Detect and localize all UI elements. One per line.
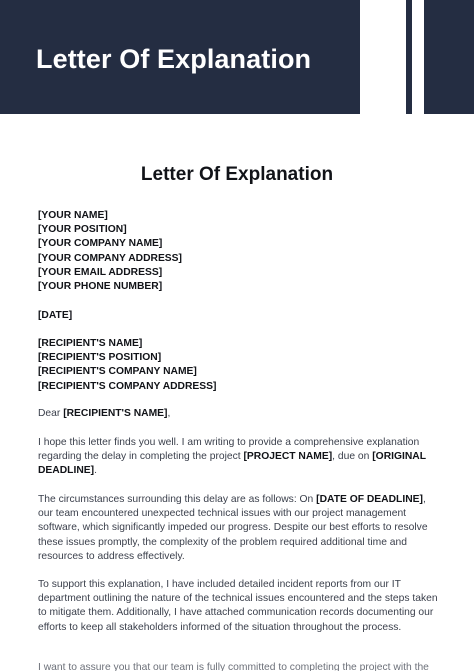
- salutation-name: [RECIPIENT'S NAME]: [63, 408, 168, 419]
- document-title: Letter Of Explanation: [140, 164, 334, 185]
- original-deadline-placeholder: [ORIGINAL DEADLINE]: [38, 451, 426, 477]
- letter-date: [DATE]: [38, 310, 73, 321]
- date-of-deadline-placeholder: [DATE OF DEADLINE]: [316, 494, 423, 505]
- sender-company-name: [YOUR COMPANY NAME]: [38, 238, 163, 250]
- paragraph-support: To support this explanation, I have included detailed incident reports from our IT department outlining the nature of the technical issues encountered and the steps taken to mitigate them. Additionally, I have attached communication records documenting our efforts to keep all stakeholders informed of the situation throughout the process.: [38, 579, 438, 633]
- paragraph-circumstances: [38, 493, 438, 564]
- paragraph-commitment: I want to assure you that our team is fully committed to completing the project with the: [38, 662, 429, 671]
- recipient-position: [RECIPIENT'S POSITION]: [38, 352, 162, 364]
- paragraph-circumstances-text-2: , our team encountered unexpected technical issues with our project management software, which significantly impeded our progress. Despite our best efforts to resolve these issues promptly, the complexity of the problem required additional time and resources to address effectively.: [38, 494, 428, 562]
- recipient-company-name: [RECIPIENT'S COMPANY NAME]: [38, 366, 197, 378]
- salutation: [38, 407, 438, 421]
- date-block: [38, 309, 438, 323]
- sender-phone: [YOUR PHONE NUMBER]: [38, 281, 163, 293]
- paragraph-circumstances-text: The circumstances surrounding this delay are as follows: On: [38, 494, 317, 505]
- salutation-suffix: ,: [167, 408, 171, 419]
- recipient-name: [RECIPIENT'S NAME]: [38, 338, 143, 349]
- paragraph-intro-text-3: .: [94, 465, 97, 477]
- sender-company-address: [YOUR COMPANY ADDRESS]: [38, 252, 182, 264]
- paragraph-intro: [38, 436, 438, 479]
- header-stripe-wide: [424, 0, 474, 114]
- sender-email: [YOUR EMAIL ADDRESS]: [38, 266, 163, 278]
- paragraph-intro-text-2: , due on: [332, 451, 373, 463]
- sender-block: [38, 209, 438, 294]
- sender-position: [YOUR POSITION]: [38, 224, 127, 236]
- paragraph-commitment-clip: [0, 658, 474, 671]
- header-stripe-thin: [406, 0, 412, 114]
- recipient-company-address: [RECIPIENT'S COMPANY ADDRESS]: [38, 380, 217, 392]
- recipient-block: [38, 337, 438, 394]
- paragraph-intro-text: I hope this letter finds you well. I am writing to provide a comprehensive explanation regarding the delay in completing the project: [38, 437, 420, 463]
- sender-name: [YOUR NAME]: [38, 210, 108, 221]
- project-name-placeholder: [PROJECT NAME]: [243, 451, 333, 463]
- header-title: Letter Of Explanation: [36, 44, 312, 74]
- header-banner: [0, 0, 474, 114]
- salutation-prefix: Dear: [38, 408, 64, 419]
